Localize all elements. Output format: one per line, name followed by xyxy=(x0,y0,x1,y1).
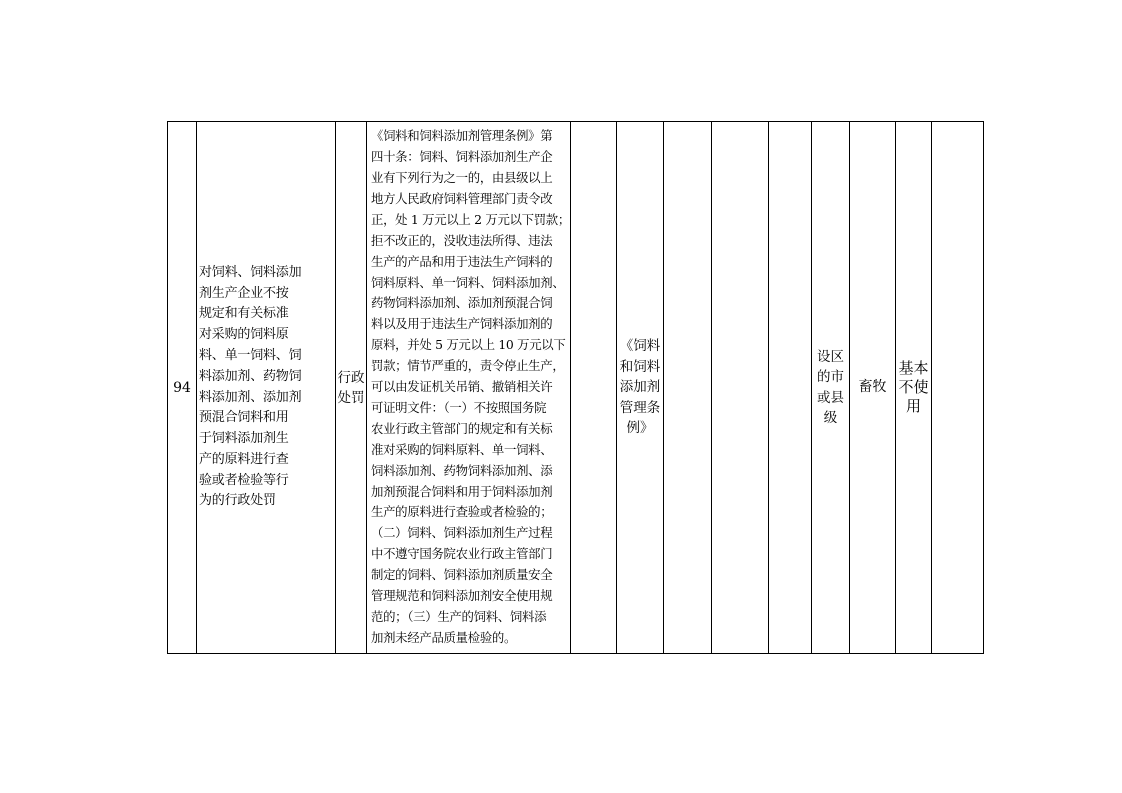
empty-cell-8 xyxy=(769,122,812,654)
item-name: 对饲料、饲料添加 剂生产企业不按 规定和有关标准 对采购的饲料原 料、单一饲料、饲 料添加剂、药物饲 料添加剂、添加剂 预混合饲料和用 于饲料添加剂生 产的原料进行查 验或者检验等行 为的行政处罚 xyxy=(199,264,302,509)
category: 行政 处罚 xyxy=(337,369,365,406)
empty-cell-6 xyxy=(664,122,712,654)
law-name-cell xyxy=(617,122,664,654)
empty-cell-12 xyxy=(932,122,984,654)
usage-cell xyxy=(896,122,932,654)
item-name-cell xyxy=(197,122,336,654)
row-number-cell xyxy=(168,122,197,654)
department: 畜牧 xyxy=(858,379,887,396)
level: 设区 的市 或县 级 xyxy=(817,348,844,426)
department-cell xyxy=(850,122,896,654)
table-row xyxy=(168,122,984,654)
row-number: 94 xyxy=(173,379,191,396)
empty-cell-4 xyxy=(571,122,617,654)
usage: 基本 不使 用 xyxy=(898,359,929,415)
items-table xyxy=(167,121,984,654)
legal-basis: 《饲料和饲料添加剂管理条例》第 四十条：饲料、饲料添加剂生产企 业有下列行为之一的，由县级以上 地方人民政府饲料管理部门责令改 正，处 1 万元以上 2 万元以下罚款； 拒不改正的，没收违法所得、违法 生产的产品和用于违法生产饲料的 饲料原料、单一饲料、饲料添加剂、 药物饲料添加剂、添加剂预混合饲 料以及用于违法生产饲料添加剂的 原料，并处 5 万元以上 10 万元以下 罚款；情节严重的，责令停止生产， 可以由发证机关吊销、撤销相关许 可证明文件：（一）不按照国务院 农业行政主管部门的规定和有关标 准对采购的饲料原料、单一饲料、 饲料添加剂、药物饲料添加剂、添 加剂预混合饲料和用于饲料添加剂 生产的原料进行查验或者检验的； （二）饲料、饲料添加剂生产过程 中不遵守国务院农业行政主管部门 制定的饲料、饲料添加剂质量安全 管理规范和饲料添加剂安全使用规 范的；（三）生产的饲料、饲料添 加剂未经产品质量检验的。 xyxy=(371,128,570,645)
level-cell xyxy=(812,122,850,654)
category-cell xyxy=(336,122,367,654)
law-name: 《饲料 和饲料 添加剂 管理条 例》 xyxy=(619,338,661,437)
legal-basis-cell xyxy=(367,122,571,654)
empty-cell-7 xyxy=(712,122,769,654)
